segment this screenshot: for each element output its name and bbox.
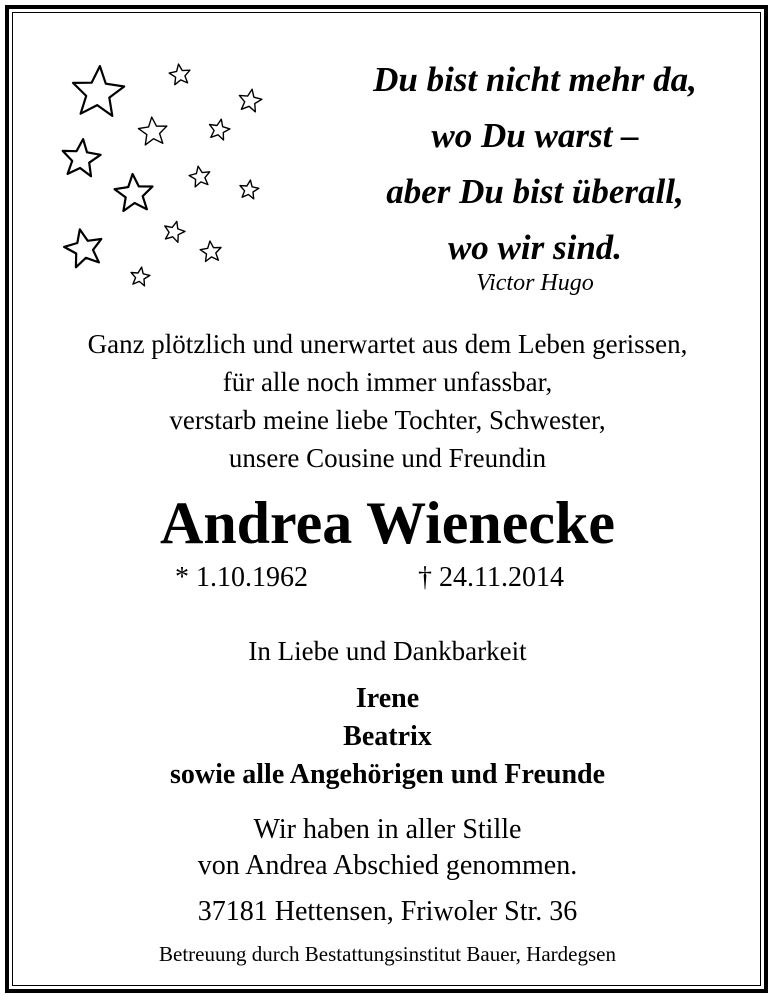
intro-line: unsere Cousine und Freundin [228,443,547,473]
mourner: Irene [355,683,420,714]
mourner: Beatrix [343,721,432,752]
deceased-name: Andrea Wienecke [159,490,615,556]
stars-decoration [50,55,280,305]
star-icon [239,89,262,112]
farewell-line: Wir haben in aller Stille [253,814,522,845]
birth-date: * 1.10.1962 [175,562,308,593]
star-icon [169,64,190,85]
star-icon [115,174,153,211]
star-icon [240,180,259,199]
funeral-home: Betreuung durch Bestattungsinstitut Bauer, Hardegsen [159,942,616,966]
death-date: † 24.11.2014 [418,562,564,593]
quote [330,52,740,276]
star-icon [63,139,101,176]
quote-line: wo Du warst – [431,116,639,155]
farewell-line: von Andrea Abschied genommen. [197,850,578,881]
star-icon [138,117,166,145]
intro-line: verstarb meine liebe Tochter, Schwester, [169,405,606,435]
star-icon [165,221,185,242]
quote-line: aber Du bist überall, [386,172,684,211]
star-icon [200,241,221,261]
intro-text [0,325,775,477]
dedication: In Liebe und Dankbarkeit [248,636,527,666]
quote-line: wo wir sind. [447,228,623,267]
star-icon [131,267,150,286]
intro-line: Ganz plötzlich und unerwartet aus dem Leben gerissen, [87,329,688,359]
address: 37181 Hettensen, Friwoler Str. 36 [197,896,578,927]
star-icon [210,119,230,140]
quote-line: Du bist nicht mehr da, [373,60,697,99]
farewell-text [0,812,775,884]
star-icon [73,66,124,116]
intro-line: für alle noch immer unfassbar, [222,367,553,397]
star-icon [189,166,210,187]
quote-author: Victor Hugo [476,270,594,296]
mourner: sowie alle Angehörigen und Freunde [169,759,606,790]
star-icon [64,229,101,267]
mourners [0,680,775,794]
